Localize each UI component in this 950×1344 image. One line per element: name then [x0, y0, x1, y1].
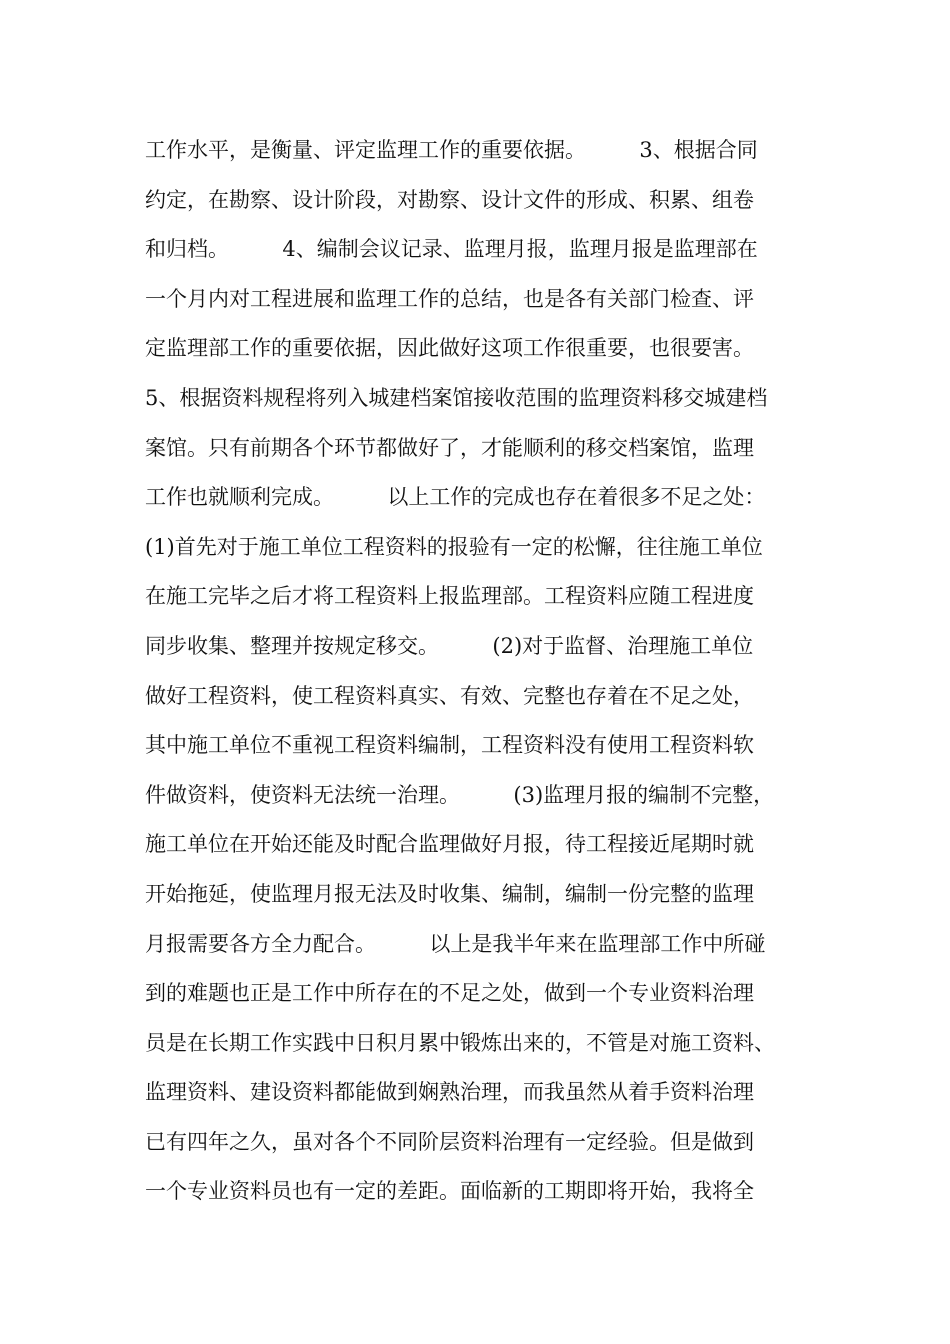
text-line-16: 开始拖延，使监理月报无法及时收集、编制，编制一份完整的监理 [145, 881, 754, 906]
text-line-19: 员是在长期工作实践中日积月累中锻炼出来的，不管是对施工资料、 [145, 1030, 775, 1055]
text-line-14: 件做资料，使资料无法统一治理。 (3)监理月报的编制不完整， [145, 782, 775, 807]
text-line-5: 定监理部工作的重要依据，因此做好这项工作很重要，也很要害。 [145, 336, 754, 361]
text-line-22: 一个专业资料员也有一定的差距。面临新的工期即将开始，我将全 [145, 1179, 754, 1204]
text-line-13: 其中施工单位不重视工程资料编制，工程资料没有使用工程资料软 [145, 733, 754, 758]
text-line-17: 月报需要各方全力配合。 以上是我半年来在监理部工作中所碰 [145, 931, 766, 956]
text-line-11: 同步收集、整理并按规定移交。 (2)对于监督、治理施工单位 [145, 633, 754, 658]
text-line-9: (1)首先对于施工单位工程资料的报验有一定的松懈，往往施工单位 [145, 534, 763, 559]
text-line-10: 在施工完毕之后才将工程资料上报监理部。工程资料应随工程进度 [145, 584, 754, 609]
text-line-8: 工作也就顺利完成。 以上工作的完成也存在着很多不足之处： [145, 485, 766, 510]
text-line-15: 施工单位在开始还能及时配合监理做好月报，待工程接近尾期时就 [145, 832, 754, 857]
body-text [145, 126, 825, 1217]
text-line-6: 5、根据资料规程将列入城建档案馆接收范围的监理资料移交城建档 [145, 385, 768, 410]
text-line-20: 监理资料、建设资料都能做到娴熟治理，而我虽然从着手资料治理 [145, 1080, 754, 1105]
text-line-12: 做好工程资料，使工程资料真实、有效、完整也存着在不足之处， [145, 683, 754, 708]
text-line-18: 到的难题也正是工作中所存在的不足之处，做到一个专业资料治理 [145, 981, 754, 1006]
text-line-1: 工作水平，是衡量、评定监理工作的重要依据。 3、根据合同 [145, 138, 758, 162]
text-line-2: 约定，在勘察、设计阶段，对勘察、设计文件的形成、积累、组卷 [145, 187, 754, 212]
text-line-4: 一个月内对工程进展和监理工作的总结，也是各有关部门检查、评 [145, 286, 754, 311]
text-line-7: 案馆。只有前期各个环节都做好了，才能顺利的移交档案馆，监理 [145, 435, 754, 460]
text-line-21: 已有四年之久，虽对各个不同阶层资料治理有一定经验。但是做到 [145, 1129, 754, 1154]
text-line-3: 和归档。 4、编制会议记录、监理月报，监理月报是监理部在 [145, 237, 758, 262]
